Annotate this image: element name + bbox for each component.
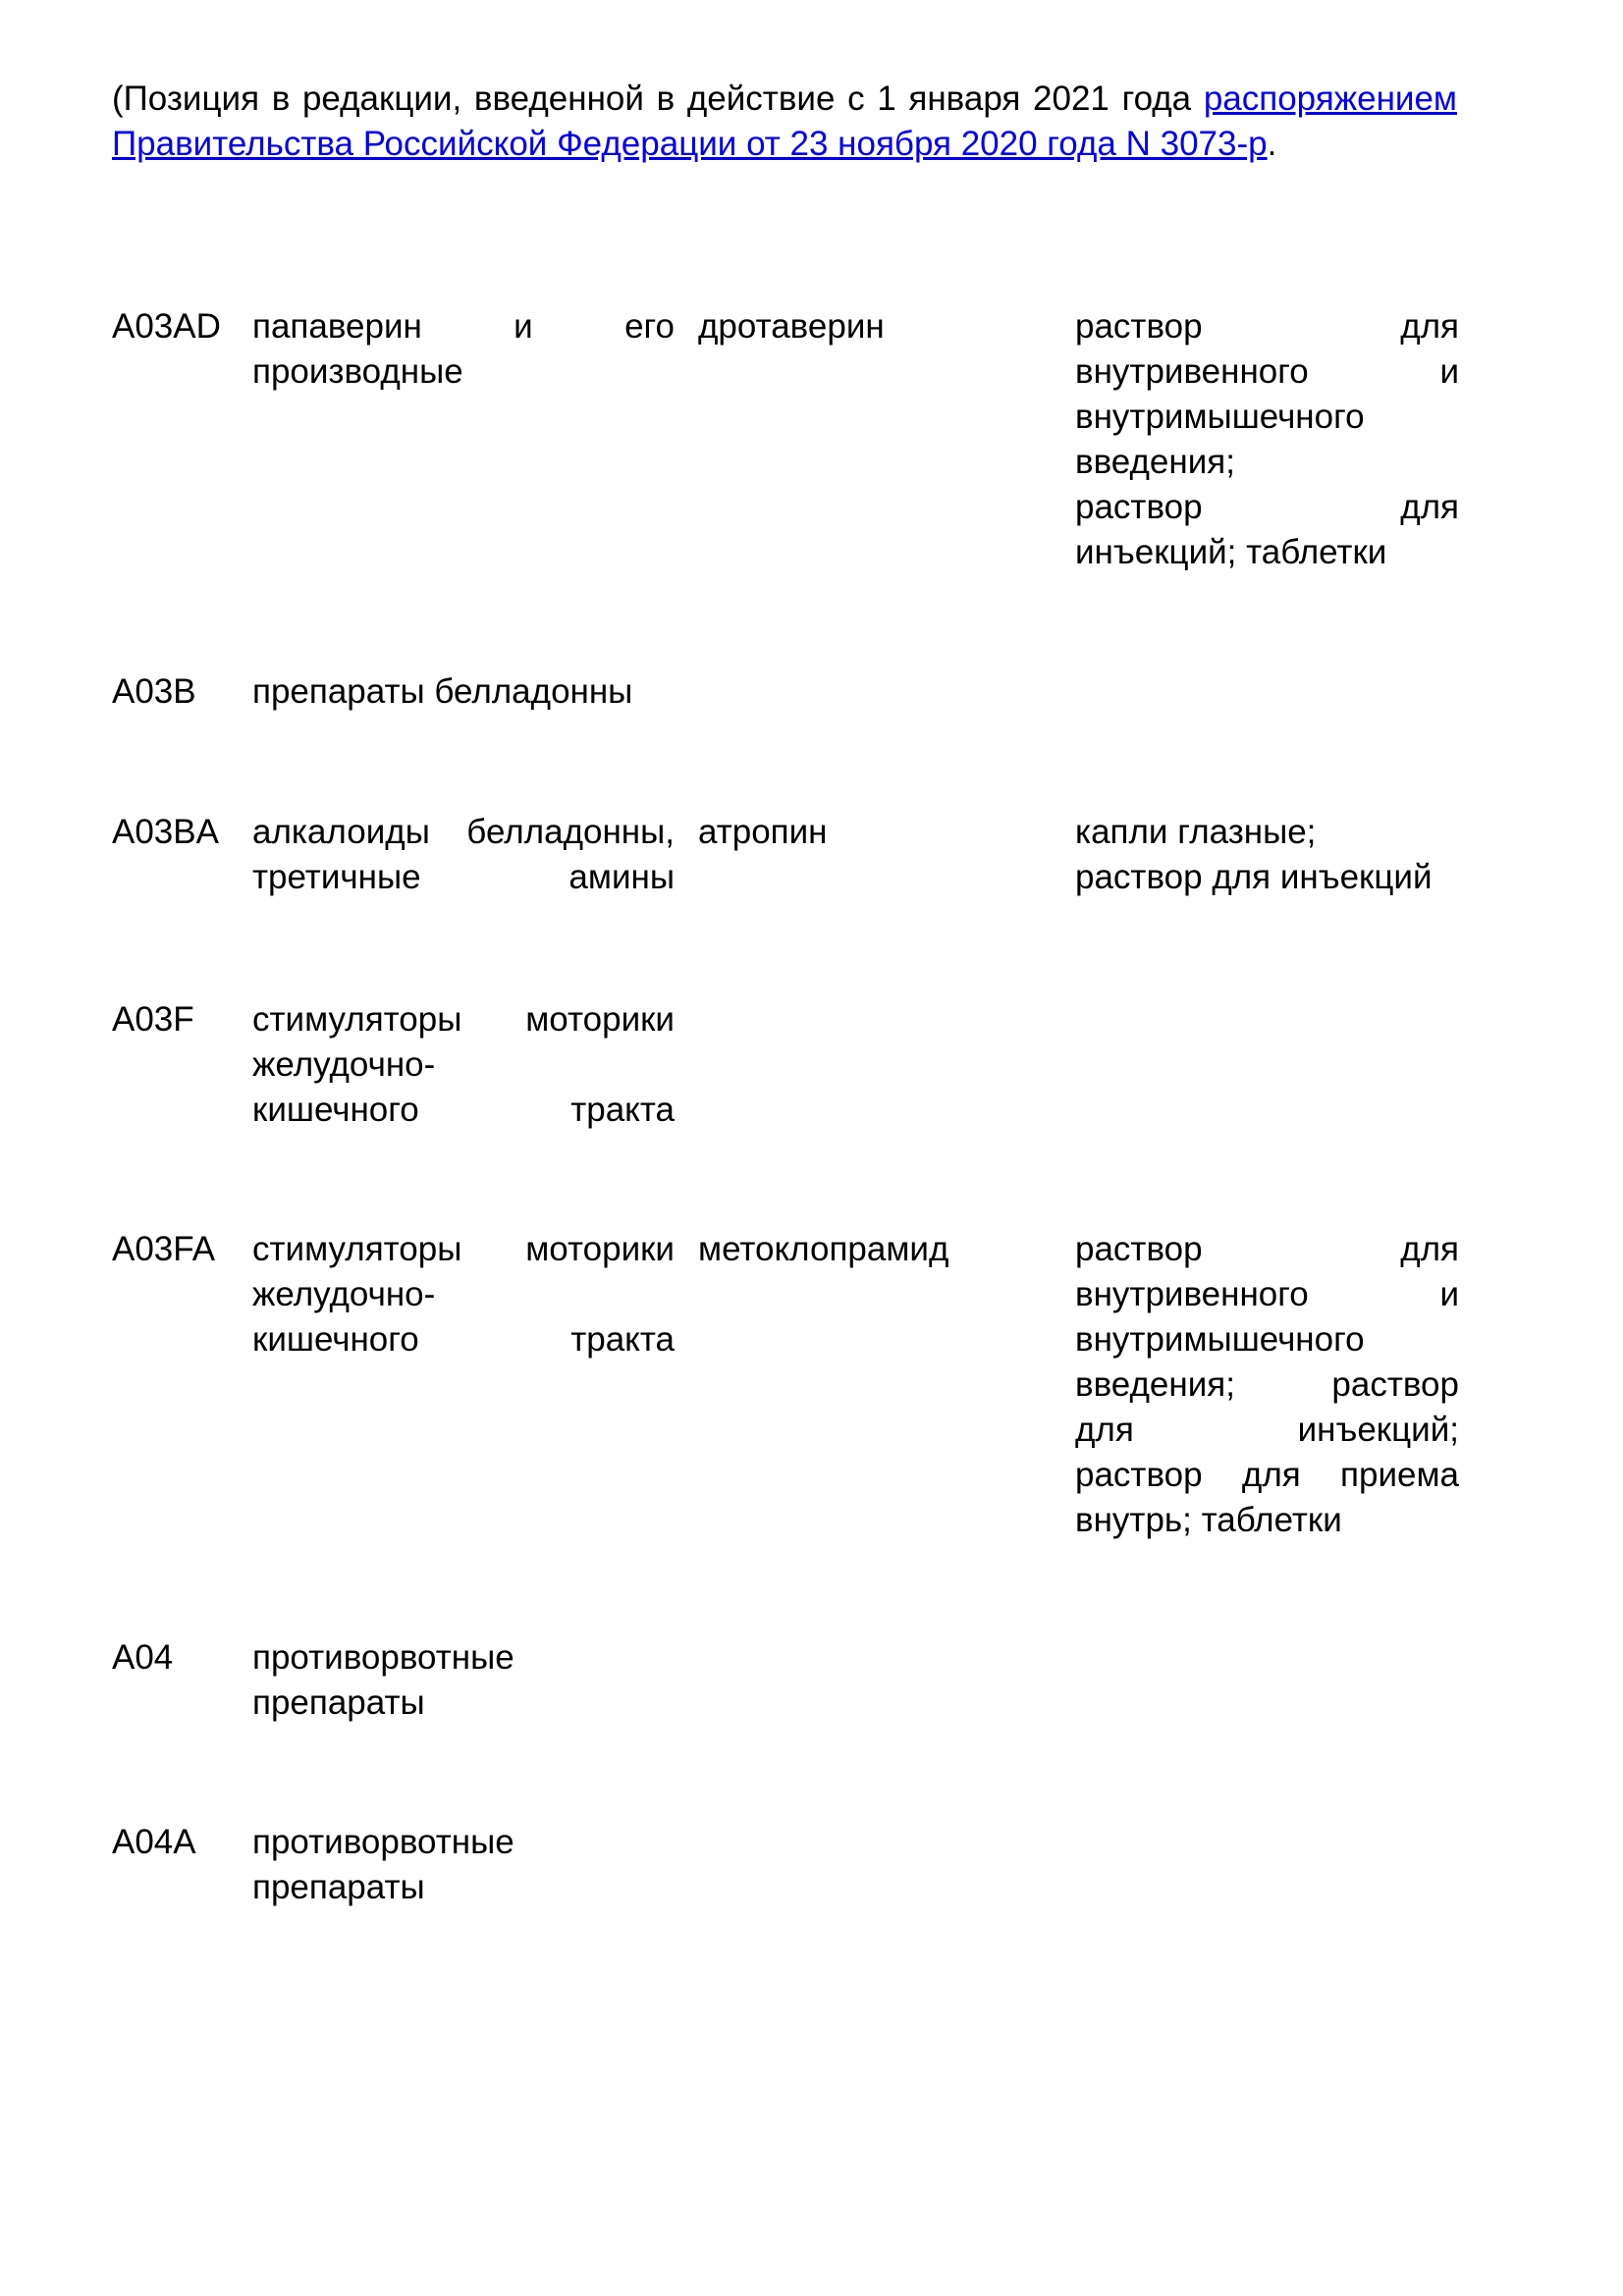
atc-code: A03BA <box>112 813 219 851</box>
form-line: внутрь; таблетки <box>1075 1501 1342 1539</box>
form-line: раствор для приема <box>1075 1456 1459 1494</box>
group-line: кишечного тракта <box>252 1091 675 1129</box>
group-line: кишечного тракта <box>252 1320 675 1359</box>
form-line: внутривенного и <box>1075 352 1459 391</box>
form-line: раствор для <box>1075 307 1459 346</box>
form-line: инъекций; таблетки <box>1075 533 1387 571</box>
dosage-forms <box>1075 1227 1459 1543</box>
form-line: введения; <box>1075 443 1235 481</box>
decree-link[interactable]: распоряжением Правительства Российской Федерации от 23 ноября 2020 года N 3073-р <box>112 80 1457 163</box>
pharmacological-group <box>252 1820 675 1910</box>
group-line: желудочно- <box>252 1045 436 1084</box>
dosage-forms <box>1075 304 1459 575</box>
pharmacological-group <box>252 997 675 1133</box>
atc-code: A03FA <box>112 1230 216 1268</box>
atc-code: A03AD <box>112 307 221 346</box>
atc-code: A03F <box>112 1000 194 1039</box>
group-line: производные <box>252 352 463 391</box>
group-line: препараты <box>252 1868 425 1906</box>
atc-code: A03B <box>112 672 196 711</box>
form-line: внутримышечного <box>1075 1320 1365 1359</box>
pharmacological-group <box>252 304 675 395</box>
group-line: препараты белладонны <box>252 672 633 711</box>
form-line: капли глазные; <box>1075 813 1317 851</box>
form-line: раствор для инъекций <box>1075 858 1433 896</box>
pharmacological-group <box>252 1635 675 1726</box>
pharmacological-group <box>252 1227 675 1362</box>
form-line: внутримышечного <box>1075 398 1365 436</box>
form-line: внутривенного и <box>1075 1275 1459 1313</box>
dosage-forms <box>1075 810 1459 900</box>
group-line: третичные амины <box>252 858 675 896</box>
edition-note-prefix: (Позиция в редакции, введенной в действие с 1 января 2021 года <box>112 80 1204 118</box>
form-line: введения; раствор <box>1075 1365 1459 1404</box>
edition-note <box>112 77 1457 167</box>
group-line: алкалоиды белладонны, <box>252 813 675 851</box>
drug-name: дротаверин <box>698 307 885 346</box>
group-line: препараты <box>252 1683 425 1722</box>
atc-code: A04A <box>112 1823 196 1861</box>
group-line: противорвотные <box>252 1638 514 1677</box>
pharmacological-group <box>252 669 675 715</box>
form-line: для инъекций; <box>1075 1411 1459 1449</box>
pharmacological-group <box>252 810 675 900</box>
group-line: папаверин и его <box>252 307 675 346</box>
edition-note-suffix: . <box>1267 125 1277 163</box>
form-line: раствор для <box>1075 1230 1459 1268</box>
group-line: стимуляторы моторики <box>252 1230 675 1268</box>
group-line: стимуляторы моторики <box>252 1000 675 1039</box>
group-line: противорвотные <box>252 1823 514 1861</box>
atc-code: A04 <box>112 1638 174 1677</box>
group-line: желудочно- <box>252 1275 436 1313</box>
drug-name: метоклопрамид <box>698 1230 949 1268</box>
form-line: раствор для <box>1075 488 1459 526</box>
drug-name: атропин <box>698 813 828 851</box>
